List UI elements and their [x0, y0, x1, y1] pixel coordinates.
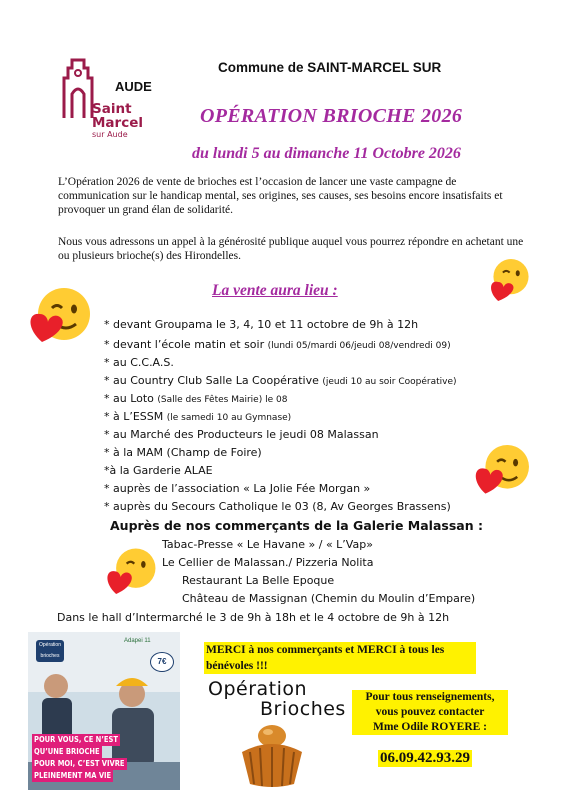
photo-badge: Opération brioches	[36, 640, 64, 662]
op-logo-line-2: Brioches	[260, 698, 346, 720]
winking-heart-emoji-icon	[24, 282, 98, 356]
merchants-heading: Auprès de nos commerçants de la Galerie Malassan :	[110, 518, 483, 533]
photo-price: 7€	[150, 652, 174, 672]
caption-line: PLEINEMENT MA VIE	[34, 771, 112, 780]
commune-heading: Commune de SAINT-MARCEL SUR	[218, 60, 442, 75]
photo-org: Adapei 11	[124, 638, 151, 644]
caption-line: POUR VOUS, CE N’EST	[34, 735, 118, 744]
logo-line-3: sur Aude	[92, 130, 128, 139]
logo-line-2: Marcel	[92, 115, 143, 131]
merchant-item: Le Cellier de Malassan./ Pizzeria Nolita	[162, 556, 374, 569]
schedule-item: * à la MAM (Champ de Foire)	[104, 446, 262, 459]
caption-line: QU’UNE BRIOCHE	[34, 747, 100, 756]
intro-paragraph: L’Opération 2026 de vente de brioches est l’occasion de lancer une vaste campagne de communication sur le handicap mental, ses origines, ses causes, ses besoins encore insatisfaits et provoquer un grand élan de solidarité.	[58, 176, 503, 216]
caption-line: POUR MOI, C’EST VIVRE	[34, 759, 125, 768]
merchant-item: Tabac-Presse « Le Havane » / « L’Vap»	[162, 538, 373, 551]
schedule-item: * devant Groupama le 3, 4, 10 et 11 octobre de 9h à 12h	[104, 318, 419, 331]
department-label: AUDE	[115, 79, 152, 94]
thanks-message: MERCI à nos commerçants et MERCI à tous les bénévoles !!!	[204, 642, 476, 674]
sale-heading: La vente aura lieu :	[212, 282, 338, 299]
schedule-item: *à la Garderie ALAE	[104, 464, 213, 477]
event-dates: du lundi 5 au dimanche 11 Octobre 2026	[192, 145, 461, 162]
contact-box	[352, 690, 508, 735]
operation-brioches-logo	[198, 676, 348, 792]
brioche-icon	[236, 718, 308, 788]
schedule-item: * au Country Club Salle La Coopérative (jeudi 10 au soir Coopérative)	[104, 374, 457, 387]
commune-logo	[58, 56, 158, 148]
contact-line-3: Mme Odile ROYERE :	[372, 721, 488, 733]
schedule-item: * auprès de l’association « La Jolie Fée Morgan »	[104, 482, 371, 495]
photo-caption	[32, 734, 127, 782]
schedule-item: * au C.C.A.S.	[104, 356, 174, 369]
schedule-item: * auprès du Secours Catholique le 03 (8, Av Georges Brassens)	[104, 500, 451, 513]
intermarche-line: Dans le hall d’Intermarché le 3 de 9h à 18h et le 4 octobre de 9h à 12h	[57, 611, 450, 624]
campaign-photo	[28, 632, 180, 790]
winking-heart-emoji-icon	[104, 544, 160, 600]
logo-text	[92, 102, 162, 140]
contact-line-2: vous pouvez contacter	[375, 706, 485, 718]
merchant-item: Château de Massignan (Chemin du Moulin d’Empare)	[182, 592, 476, 605]
contact-line-1: Pour tous renseignements,	[365, 691, 495, 703]
schedule-item: * devant l’école matin et soir (lundi 05/mardi 06/jeudi 08/vendredi 09)	[104, 338, 451, 351]
phone-number: 06.09.42.93.29	[380, 750, 470, 766]
page-title: OPÉRATION BRIOCHE 2026	[200, 105, 463, 127]
merchant-item: Restaurant La Belle Epoque	[182, 574, 335, 587]
schedule-item: * au Marché des Producteurs le jeudi 08 Malassan	[104, 428, 379, 441]
schedule-item: * à L’ESSM (le samedi 10 au Gymnase)	[104, 410, 292, 423]
op-logo-line-1: Opération	[208, 678, 308, 700]
logo-line-1: Saint	[92, 101, 132, 117]
winking-heart-emoji-icon	[472, 440, 534, 502]
appeal-paragraph: Nous vous adressons un appel à la générosité publique auquel vous pourrez répondre en achetant une ou plusieurs brioche(s) des Hirondelles.	[58, 236, 524, 262]
schedule-item: * au Loto (Salle des Fêtes Mairie) le 08	[104, 392, 288, 405]
winking-heart-emoji-icon	[486, 255, 536, 305]
